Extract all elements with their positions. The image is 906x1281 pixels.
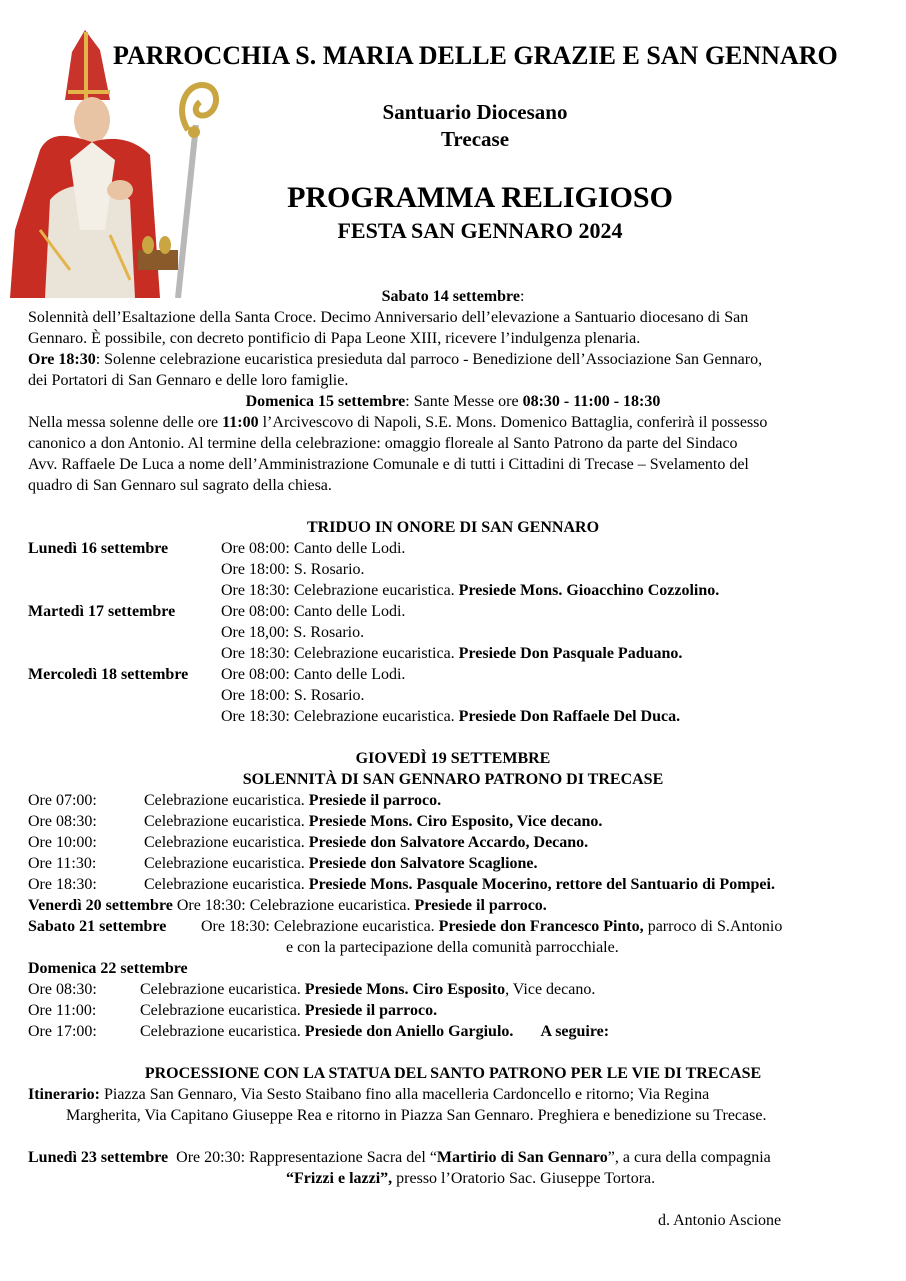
thu19-presider: Presiede don Salvatore Scaglione. xyxy=(308,855,538,872)
triduo-presider: Presiede Don Pasquale Paduano. xyxy=(458,645,683,662)
sun22-tail: , Vice decano. xyxy=(505,981,596,998)
sat21-row xyxy=(201,916,782,937)
procession-text: Piazza San Gennaro, Via Sesto Staibano fino alla macelleria Cardoncello e ritorno; Via Regina xyxy=(99,1086,710,1103)
sat21-line-2: e con la partecipazione della comunità parrocchiale. xyxy=(286,939,619,956)
sun22-text: Celebrazione eucaristica. xyxy=(140,1023,305,1040)
sat14-heading xyxy=(0,286,906,307)
triduo-text: Ore 18,00: S. Rosario. xyxy=(221,624,365,641)
triduo-day1-line2 xyxy=(221,559,365,580)
sun22-time: Ore 17:00: xyxy=(28,1023,97,1040)
mon23-day: Lunedì 23 settembre xyxy=(28,1149,169,1166)
parish-title: PARROCCHIA S. MARIA DELLE GRAZIE E SAN GENNARO xyxy=(113,41,838,70)
sun15-l1b: 11:00 xyxy=(222,414,259,431)
triduo-presider: Presiede Don Raffaele Del Duca. xyxy=(458,708,681,725)
triduo-day-1: Lunedì 16 settembre xyxy=(28,540,169,557)
program-title: PROGRAMMA RELIGIOSO xyxy=(287,181,673,214)
sun22-time: Ore 11:00: xyxy=(28,1002,97,1019)
fri20-text: Ore 18:30: Celebrazione eucaristica. xyxy=(172,897,415,914)
triduo-text: Ore 18:00: S. Rosario. xyxy=(221,561,365,578)
sun15-masses-label: : Sante Messe ore xyxy=(405,393,523,410)
sun22-presider: Presiede Mons. Ciro Esposito xyxy=(304,981,506,998)
sanctuary-label: Santuario Diocesano xyxy=(382,100,568,124)
thu19-text: Celebrazione eucaristica. xyxy=(144,813,309,830)
thu19-presider: Presiede Mons. Pasquale Mocerino, rettore del Santuario di Pompei. xyxy=(308,876,775,893)
sat14-paragraph-2: Gennaro. È possibile, con decreto pontificio di Papa Leone XIII, ricevere l’indulgenza plenaria. xyxy=(28,330,641,347)
triduo-text: Ore 18:30: Celebrazione eucaristica. xyxy=(221,708,459,725)
triduo-day1-line1 xyxy=(221,538,405,559)
thu19-text: Celebrazione eucaristica. xyxy=(144,876,309,893)
thu19-row xyxy=(144,811,602,832)
sun22-text: Celebrazione eucaristica. xyxy=(140,981,305,998)
triduo-heading: TRIDUO IN ONORE DI SAN GENNARO xyxy=(306,519,600,536)
town-label: Trecase xyxy=(440,127,510,151)
sun22-presider: Presiede il parroco. xyxy=(304,1002,438,1019)
triduo-text: Ore 18:30: Celebrazione eucaristica. xyxy=(221,582,459,599)
mon23-text-e: presso l’Oratorio Sac. Giuseppe Tortora. xyxy=(392,1170,656,1187)
sun22-row xyxy=(140,979,595,1000)
procession-heading: PROCESSIONE CON LA STATUA DEL SANTO PATRONO PER LE VIE DI TRECASE xyxy=(144,1065,762,1082)
sun22-row xyxy=(140,1000,437,1021)
sun22-presider: Presiede don Aniello Gargiulo. A seguire: xyxy=(304,1023,610,1040)
triduo-day2-line2 xyxy=(221,622,364,643)
sat21-text: Ore 18:30: Celebrazione eucaristica. xyxy=(201,918,439,935)
thu19-heading-2: SOLENNITÀ DI SAN GENNARO PATRONO DI TRECASE xyxy=(242,771,664,788)
triduo-day3-line1 xyxy=(221,664,405,685)
sun15-heading-text: Domenica 15 settembre xyxy=(245,393,406,410)
mon23-text-c: ”, a cura della compagnia xyxy=(607,1149,771,1166)
sun22-text: Celebrazione eucaristica. xyxy=(140,1002,305,1019)
sat14-time: Ore 18:30 xyxy=(28,351,96,368)
triduo-day1-line3 xyxy=(221,580,719,601)
triduo-text: Ore 08:00: Canto delle Lodi. xyxy=(221,603,406,620)
triduo-text: Ore 18:00: S. Rosario. xyxy=(221,687,365,704)
triduo-presider: Presiede Mons. Gioacchino Cozzolino. xyxy=(458,582,720,599)
thu19-time: Ore 10:00: xyxy=(28,834,97,851)
triduo-text: Ore 08:00: Canto delle Lodi. xyxy=(221,666,406,683)
procession-line-2: Margherita, Via Capitano Giuseppe Rea e ritorno in Piazza San Gennaro. Preghiera e benedizione su Trecase. xyxy=(66,1107,767,1124)
sun15-heading xyxy=(0,391,906,412)
triduo-day2-line3 xyxy=(221,643,682,664)
sun15-line-3: Avv. Raffaele De Luca a nome dell’Amministrazione Comunale e di tutti i Cittadini di Trecase – Svelamento del xyxy=(28,456,749,473)
sat14-text: : Solenne celebrazione eucaristica presieduta dal parroco - Benedizione dell’Associazione San Gennaro, xyxy=(95,351,763,368)
thu19-text: Celebrazione eucaristica. xyxy=(144,855,309,872)
thu19-time: Ore 08:30: xyxy=(28,813,97,830)
sun15-masses-times: 08:30 - 11:00 - 18:30 xyxy=(522,393,661,410)
thu19-row xyxy=(144,853,538,874)
sat14-paragraph-3 xyxy=(28,349,762,370)
procession-label: Itinerario: xyxy=(28,1086,100,1103)
sat14-paragraph-1: Solennità dell’Esaltazione della Santa Croce. Decimo Anniversario dell’elevazione a Santuario diocesano di San xyxy=(28,309,749,326)
sun22-time: Ore 08:30: xyxy=(28,981,97,998)
mon23-text-a: Ore 20:30: Rappresentazione Sacra del “ xyxy=(168,1149,437,1166)
mon23-row xyxy=(28,1147,771,1168)
mon23-company: “Frizzi e lazzi”, xyxy=(286,1170,393,1187)
thu19-presider: Presiede il parroco. xyxy=(308,792,442,809)
thu19-presider: Presiede don Salvatore Accardo, Decano. xyxy=(308,834,589,851)
thu19-text: Celebrazione eucaristica. xyxy=(144,834,309,851)
mon23-line-2 xyxy=(286,1168,655,1189)
fri20-day: Venerdì 20 settembre xyxy=(28,897,173,914)
triduo-day-3: Mercoledì 18 settembre xyxy=(28,666,189,683)
thu19-text: Celebrazione eucaristica. xyxy=(144,792,309,809)
triduo-day-2: Martedì 17 settembre xyxy=(28,603,176,620)
triduo-day2-line1 xyxy=(221,601,405,622)
triduo-text: Ore 08:00: Canto delle Lodi. xyxy=(221,540,406,557)
sat14-heading-colon: : xyxy=(519,288,525,305)
sat21-day: Sabato 21 settembre xyxy=(28,918,167,935)
thu19-row xyxy=(144,832,588,853)
sun15-l1c: l’Arcivescovo di Napoli, S.E. Mons. Domenico Battaglia, conferirà il possesso xyxy=(258,414,768,431)
fri20-presider: Presiede il parroco. xyxy=(414,897,547,914)
signature: d. Antonio Ascione xyxy=(658,1212,782,1229)
fri20-row xyxy=(28,895,547,916)
thu19-heading-1: GIOVEDÌ 19 SETTEMBRE xyxy=(355,750,551,767)
sat21-presider: Presiede don Francesco Pinto, xyxy=(438,918,644,935)
thu19-presider: Presiede Mons. Ciro Esposito, Vice decano. xyxy=(308,813,603,830)
sun15-line-4: quadro di San Gennaro sul sagrato della chiesa. xyxy=(28,477,332,494)
procession-line-1 xyxy=(28,1084,709,1105)
thu19-row xyxy=(144,874,775,895)
feast-title: FESTA SAN GENNARO 2024 xyxy=(337,218,623,243)
triduo-day3-line3 xyxy=(221,706,680,727)
sat14-paragraph-4: dei Portatori di San Gennaro e delle loro famiglie. xyxy=(28,372,349,389)
sun15-l1a: Nella messa solenne delle ore xyxy=(28,414,223,431)
thu19-time: Ore 11:30: xyxy=(28,855,97,872)
sun22-heading: Domenica 22 settembre xyxy=(28,960,188,977)
thu19-time: Ore 07:00: xyxy=(28,792,97,809)
thu19-row xyxy=(144,790,441,811)
sat14-heading-text: Sabato 14 settembre xyxy=(381,288,520,305)
thu19-time: Ore 18:30: xyxy=(28,876,97,893)
mon23-title: Martirio di San Gennaro xyxy=(436,1149,608,1166)
sun22-row xyxy=(140,1021,609,1042)
triduo-day3-line2 xyxy=(221,685,365,706)
sat21-tail: parroco di S.Antonio xyxy=(643,918,783,935)
sun15-line-1 xyxy=(28,412,767,433)
triduo-text: Ore 18:30: Celebrazione eucaristica. xyxy=(221,645,459,662)
sun15-line-2: canonico a don Antonio. Al termine della celebrazione: omaggio floreale al Santo Patrono da parte del Sindaco xyxy=(28,435,738,452)
